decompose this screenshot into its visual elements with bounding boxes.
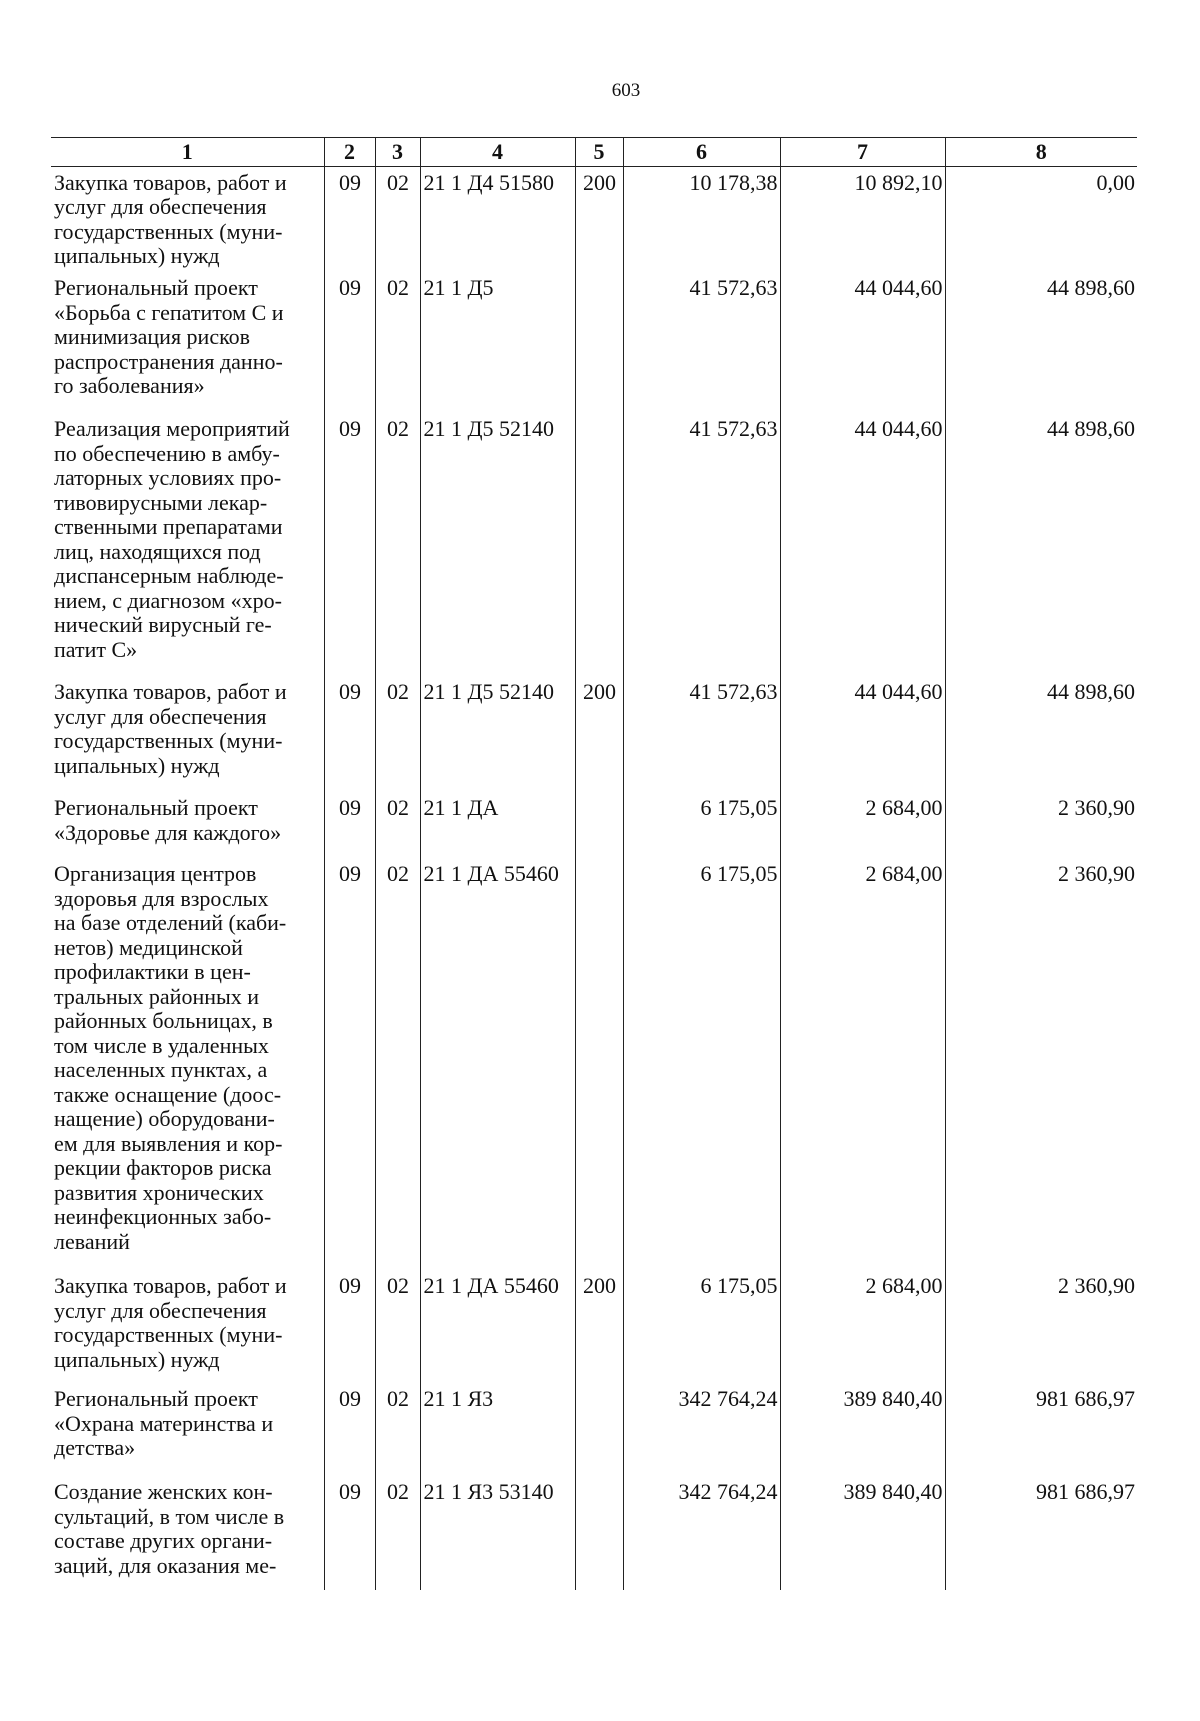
- amount-col-6: 10 178,38: [623, 166, 780, 272]
- table-row: [51, 1476, 1137, 1590]
- expense-type-code: 200: [575, 1270, 623, 1383]
- column-header: 6: [623, 138, 780, 167]
- subsection-code: 02: [375, 676, 420, 792]
- expense-type-code: [575, 858, 623, 1270]
- amount-col-6: 41 572,63: [623, 272, 780, 413]
- section-code: 09: [324, 676, 375, 792]
- table-row: [51, 676, 1137, 792]
- row-description: Создание женских кон- сультаций, в том числе в составе других органи- заций, для оказания ме-: [54, 1479, 285, 1578]
- subsection-code: 02: [375, 272, 420, 413]
- row-description: Закупка товаров, работ и услуг для обеспечения государственных (муни- ципальных) нужд: [54, 169, 287, 268]
- amount-col-6: 41 572,63: [623, 676, 780, 792]
- amount-col-8: 44 898,60: [945, 272, 1137, 413]
- target-article-code: 21 1 Я3: [420, 1383, 575, 1476]
- expense-type-code: [575, 792, 623, 858]
- budget-table: [51, 137, 1137, 1590]
- amount-col-7: 44 044,60: [780, 413, 945, 676]
- row-description: Региональный проект «Здоровье для каждого»: [54, 795, 282, 845]
- amount-col-6: 6 175,05: [623, 858, 780, 1270]
- amount-col-7: 10 892,10: [780, 166, 945, 272]
- column-header: 2: [324, 138, 375, 167]
- target-article-code: 21 1 Д4 51580: [420, 166, 575, 272]
- subsection-code: 02: [375, 1476, 420, 1590]
- expense-type-code: [575, 272, 623, 413]
- amount-col-7: 2 684,00: [780, 1270, 945, 1383]
- amount-col-6: 6 175,05: [623, 1270, 780, 1383]
- column-header: 4: [420, 138, 575, 167]
- row-description: Региональный проект «Борьба с гепатитом С и минимизация рисков распространения данно- го заболевания»: [54, 275, 284, 398]
- amount-col-8: 44 898,60: [945, 676, 1137, 792]
- amount-col-7: 44 044,60: [780, 272, 945, 413]
- amount-col-7: 389 840,40: [780, 1383, 945, 1476]
- section-code: 09: [324, 1383, 375, 1476]
- expense-type-code: [575, 1383, 623, 1476]
- table-row: [51, 272, 1137, 413]
- target-article-code: 21 1 Д5 52140: [420, 676, 575, 792]
- subsection-code: 02: [375, 1383, 420, 1476]
- page-number: 603: [611, 80, 641, 101]
- amount-col-8: 2 360,90: [945, 792, 1137, 858]
- row-description: Региональный проект «Охрана материнства и детства»: [54, 1386, 274, 1460]
- subsection-code: 02: [375, 1270, 420, 1383]
- table-row: [51, 1383, 1137, 1476]
- amount-col-6: 6 175,05: [623, 792, 780, 858]
- amount-col-8: 0,00: [945, 166, 1137, 272]
- table-row: [51, 166, 1137, 272]
- table-row: [51, 1270, 1137, 1383]
- target-article-code: 21 1 ДА 55460: [420, 858, 575, 1270]
- amount-col-8: 981 686,97: [945, 1476, 1137, 1590]
- expense-type-code: [575, 413, 623, 676]
- amount-col-8: 2 360,90: [945, 1270, 1137, 1383]
- amount-col-8: 981 686,97: [945, 1383, 1137, 1476]
- section-code: 09: [324, 272, 375, 413]
- column-header: 5: [575, 138, 623, 167]
- expense-type-code: 200: [575, 166, 623, 272]
- column-header: 1: [51, 138, 324, 167]
- section-code: 09: [324, 858, 375, 1270]
- target-article-code: 21 1 Д5 52140: [420, 413, 575, 676]
- section-code: 09: [324, 1476, 375, 1590]
- table-row: [51, 858, 1137, 1270]
- target-article-code: 21 1 Д5: [420, 272, 575, 413]
- column-header: 7: [780, 138, 945, 167]
- amount-col-7: 2 684,00: [780, 792, 945, 858]
- subsection-code: 02: [375, 166, 420, 272]
- amount-col-6: 342 764,24: [623, 1476, 780, 1590]
- target-article-code: 21 1 ДА 55460: [420, 1270, 575, 1383]
- amount-col-6: 41 572,63: [623, 413, 780, 676]
- column-header: 8: [945, 138, 1137, 167]
- amount-col-7: 44 044,60: [780, 676, 945, 792]
- row-description: Закупка товаров, работ и услуг для обеспечения государственных (муни- ципальных) нужд: [54, 1273, 287, 1372]
- target-article-code: 21 1 Я3 53140: [420, 1476, 575, 1590]
- amount-col-7: 389 840,40: [780, 1476, 945, 1590]
- target-article-code: 21 1 ДА: [420, 792, 575, 858]
- row-description: Организация центров здоровья для взрослых на базе отделений (каби- нетов) медицинской профилактики в цен- тральных районных и районных больницах, в том числе в удаленных населенных пунктах, а также оснащение (доос- нащение) оборудовани- ем для выявления и кор- рекции факторов риска развития хронических неинфекционных забо- леваний: [54, 861, 287, 1254]
- amount-col-8: 2 360,90: [945, 858, 1137, 1270]
- section-code: 09: [324, 413, 375, 676]
- subsection-code: 02: [375, 413, 420, 676]
- expense-type-code: 200: [575, 676, 623, 792]
- section-code: 09: [324, 166, 375, 272]
- row-description: Реализация мероприятий по обеспечению в амбу- латорных условиях про- тивовирусными лекар- ственными препаратами лиц, находящихся под диспансерным наблюде- нием, с диагнозом «хро- нический вирусный ге- патит С»: [54, 416, 290, 662]
- amount-col-6: 342 764,24: [623, 1383, 780, 1476]
- column-header: 3: [375, 138, 420, 167]
- table-row: [51, 792, 1137, 858]
- table-row: [51, 413, 1137, 676]
- amount-col-7: 2 684,00: [780, 858, 945, 1270]
- row-description: Закупка товаров, работ и услуг для обеспечения государственных (муни- ципальных) нужд: [54, 679, 287, 778]
- amount-col-8: 44 898,60: [945, 413, 1137, 676]
- header-row: [51, 138, 1137, 167]
- section-code: 09: [324, 792, 375, 858]
- expense-type-code: [575, 1476, 623, 1590]
- subsection-code: 02: [375, 858, 420, 1270]
- subsection-code: 02: [375, 792, 420, 858]
- section-code: 09: [324, 1270, 375, 1383]
